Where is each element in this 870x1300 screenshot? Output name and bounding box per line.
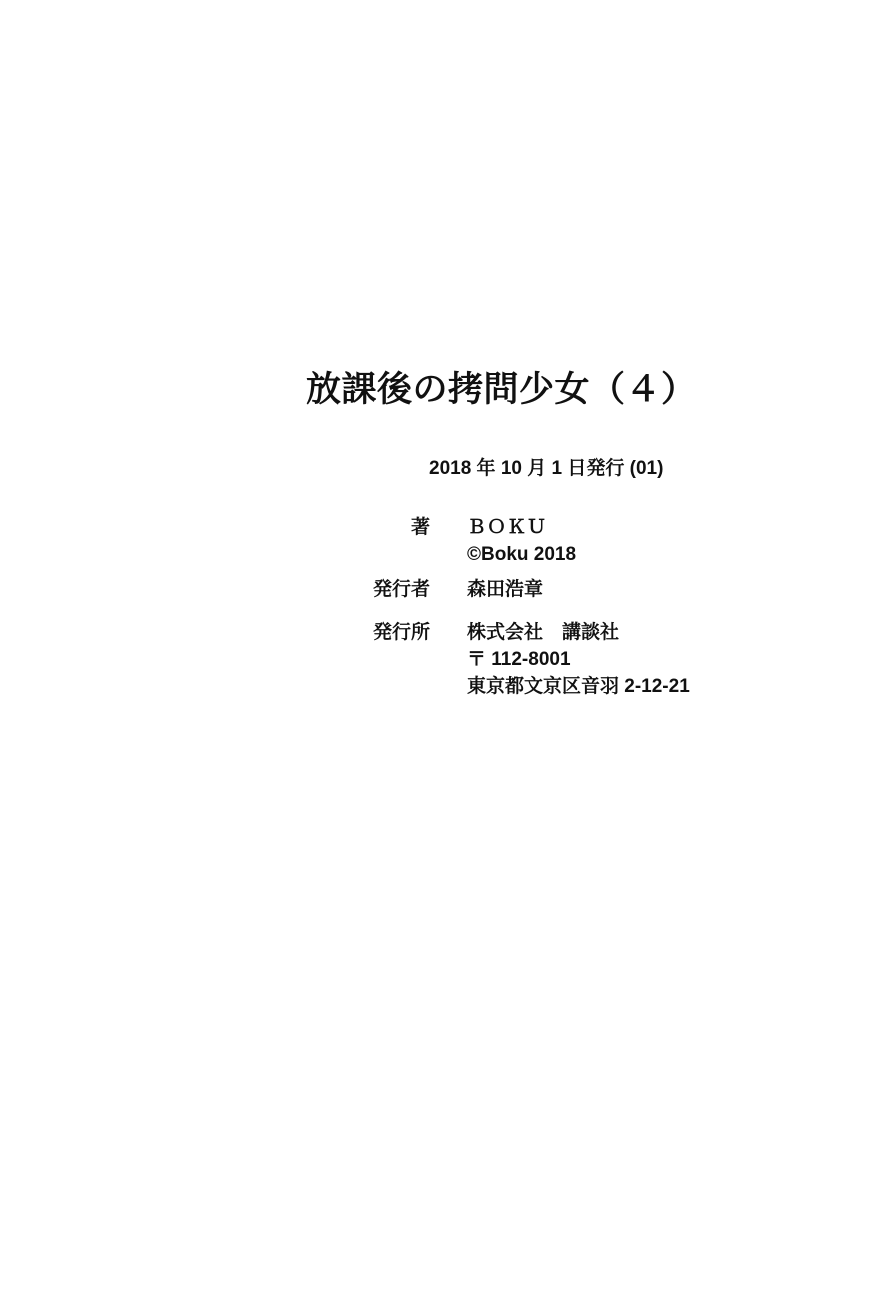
author-row xyxy=(373,514,576,568)
publisher-row xyxy=(373,576,543,603)
copyright-notice: ©Boku 2018 xyxy=(467,544,577,565)
publishing-office-company: 株式会社 講談社 xyxy=(467,622,620,643)
publisher-label: 発行者 xyxy=(373,579,431,600)
publishing-office-postal-code: 〒 112-8001 xyxy=(467,649,571,670)
author-name: ＢＯＫＵ xyxy=(467,517,548,538)
publishing-office-value xyxy=(467,619,690,700)
publishing-office-label: 発行所 xyxy=(373,622,431,643)
author-label: 著 xyxy=(410,517,430,538)
book-title: 放課後の拷問少女（４） xyxy=(306,370,697,409)
publishing-office-row xyxy=(373,619,690,700)
publisher-name: 森田浩章 xyxy=(467,579,544,600)
author-value xyxy=(467,514,576,568)
publishing-office-address: 東京都文京区音羽 2-12-21 xyxy=(467,676,690,697)
publication-date: 2018 年 10 月 1 日発行 (01) xyxy=(429,458,664,479)
publisher-value xyxy=(467,576,543,603)
